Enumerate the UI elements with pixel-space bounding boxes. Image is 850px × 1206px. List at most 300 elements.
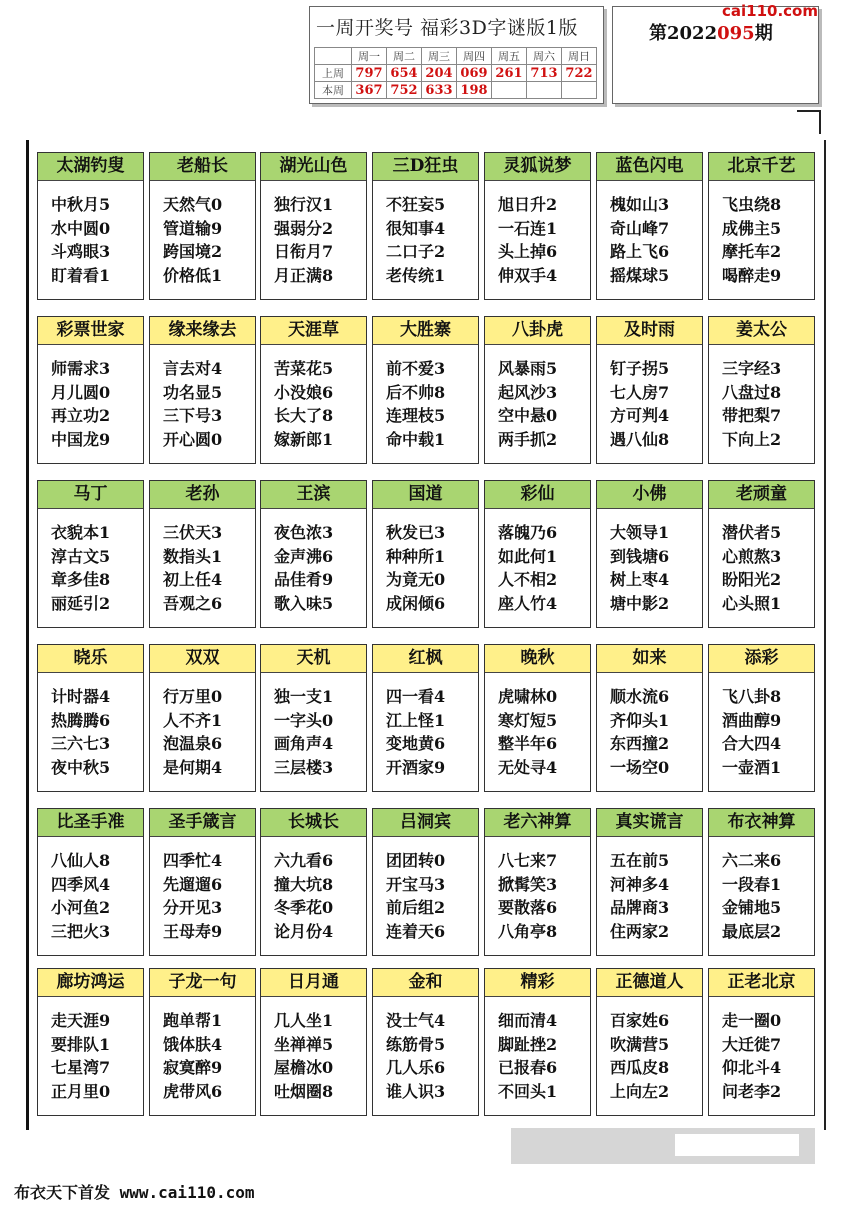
riddle-line: 金铺地5	[722, 898, 782, 917]
riddle-lines	[597, 181, 702, 287]
riddle-line: 小河鱼2	[51, 898, 111, 917]
card-author: 灵狐说梦	[485, 153, 590, 181]
riddle-line: 夜色浓3	[274, 523, 334, 542]
riddle-line: 吹满营5	[610, 1034, 670, 1054]
riddle-card	[596, 644, 703, 792]
riddle-line: 仰北斗4	[722, 1058, 782, 1077]
riddle-line: 方可判4	[610, 406, 670, 425]
riddle-card	[149, 152, 256, 300]
riddle-card	[260, 968, 367, 1116]
riddle-line: 酒曲醇9	[722, 710, 782, 730]
riddle-line: 数指头1	[163, 546, 223, 566]
riddle-line: 摇煤球5	[610, 265, 670, 285]
riddle-line: 品佳肴9	[274, 570, 334, 589]
riddle-line: 丽延引2	[51, 593, 111, 613]
card-author: 长城长	[261, 809, 366, 837]
draw-number: 722	[562, 65, 597, 82]
card-author: 金和	[373, 969, 478, 997]
card-author: 天机	[261, 645, 366, 673]
riddle-line: 顺水流6	[610, 687, 670, 706]
riddle-line: 屋檐冰0	[274, 1058, 334, 1077]
draw-number	[492, 82, 527, 99]
riddle-line: 住两家2	[610, 921, 670, 941]
riddle-line: 两手抓2	[498, 429, 558, 449]
riddle-line: 水中圆0	[51, 218, 111, 238]
riddle-lines	[373, 837, 478, 943]
riddle-line: 槐如山3	[610, 195, 670, 214]
riddle-lines	[261, 509, 366, 615]
riddle-line: 前不爱3	[386, 359, 446, 378]
riddle-lines	[485, 181, 590, 287]
riddle-card	[484, 152, 591, 300]
draw-number	[562, 82, 597, 99]
card-author: 日月通	[261, 969, 366, 997]
riddle-lines	[373, 997, 478, 1103]
riddle-line: 谁人识3	[386, 1081, 446, 1101]
riddle-line: 初上任4	[163, 570, 223, 589]
riddle-line: 天然气0	[163, 195, 223, 214]
riddle-line: 成佛主5	[722, 218, 782, 238]
riddle-line: 跨国境2	[163, 242, 223, 261]
riddle-card	[708, 316, 815, 464]
riddle-line: 三伏天3	[163, 523, 223, 542]
riddle-card	[708, 644, 815, 792]
draw-number: 069	[457, 65, 492, 82]
row-label: 上周	[315, 65, 352, 82]
riddle-line: 座人竹4	[498, 593, 558, 613]
card-author: 子龙一句	[150, 969, 255, 997]
riddle-line: 再立功2	[51, 406, 111, 425]
riddle-line: 河神多4	[610, 874, 670, 894]
draw-number: 261	[492, 65, 527, 82]
riddle-line: 开心圆0	[163, 429, 223, 449]
riddle-line: 一壶酒1	[722, 757, 782, 777]
card-author: 三D狂虫	[373, 153, 478, 181]
card-author: 大胜寨	[373, 317, 478, 345]
card-author: 如来	[597, 645, 702, 673]
riddle-line: 苦菜花5	[274, 359, 334, 378]
card-author: 天涯草	[261, 317, 366, 345]
riddle-card	[372, 316, 479, 464]
riddle-card	[260, 644, 367, 792]
riddle-line: 论月份4	[274, 921, 334, 941]
riddle-line: 走一圈0	[722, 1011, 782, 1030]
riddle-lines	[373, 509, 478, 615]
riddle-line: 路上飞6	[610, 242, 670, 261]
riddle-lines	[150, 181, 255, 287]
riddle-card	[372, 644, 479, 792]
riddle-line: 潜伏者5	[722, 523, 782, 542]
card-author: 吕洞宾	[373, 809, 478, 837]
riddle-card	[260, 152, 367, 300]
riddle-card	[149, 808, 256, 956]
riddle-line: 为竟无0	[386, 570, 446, 589]
riddle-line: 已报春6	[498, 1058, 558, 1077]
riddle-line: 大领导1	[610, 523, 670, 542]
riddle-line: 几人乐6	[386, 1058, 446, 1077]
riddle-card	[484, 316, 591, 464]
riddle-lines	[709, 509, 814, 615]
riddle-line: 饿体肤4	[163, 1034, 223, 1054]
riddle-line: 人不齐1	[163, 710, 223, 730]
riddle-line: 七人房7	[610, 382, 670, 402]
riddle-line: 变地黄6	[386, 734, 446, 753]
riddle-lines	[597, 673, 702, 779]
riddle-line: 三把火3	[51, 921, 111, 941]
riddle-line: 喝醉走9	[722, 265, 782, 285]
riddle-line: 没士气4	[386, 1011, 446, 1030]
riddle-line: 衣貌本1	[51, 523, 111, 542]
card-author: 精彩	[485, 969, 590, 997]
riddle-line: 小没娘6	[274, 382, 334, 402]
riddle-card	[37, 644, 144, 792]
draw-number: 797	[352, 65, 387, 82]
riddle-line: 百家姓6	[610, 1011, 670, 1030]
draw-number: 713	[527, 65, 562, 82]
riddle-lines	[485, 837, 590, 943]
riddle-lines	[150, 673, 255, 779]
riddle-line: 行万里0	[163, 687, 223, 706]
riddle-lines	[38, 509, 143, 615]
card-author: 小佛	[597, 481, 702, 509]
riddle-line: 嫁新郎1	[274, 429, 334, 449]
card-author: 添彩	[709, 645, 814, 673]
riddle-card	[708, 480, 815, 628]
riddle-line: 西瓜皮8	[610, 1058, 670, 1077]
riddle-line: 不狂妄5	[386, 195, 446, 214]
riddle-card	[596, 316, 703, 464]
riddle-line: 吐烟圈8	[274, 1081, 334, 1101]
riddle-line: 吾观之6	[163, 593, 223, 613]
riddle-lines	[38, 837, 143, 943]
this-week-row	[315, 82, 597, 99]
riddle-line: 钉子拐5	[610, 359, 670, 378]
card-author: 圣手箴言	[150, 809, 255, 837]
card-author: 北京千艺	[709, 153, 814, 181]
weekly-draw-panel	[309, 6, 604, 104]
riddle-card	[149, 316, 256, 464]
riddle-line: 问老李2	[722, 1081, 782, 1101]
bottom-bar-slot	[675, 1134, 799, 1156]
card-author: 八卦虎	[485, 317, 590, 345]
issue-number: 第2022095期	[649, 23, 773, 44]
panel-title: 一周开奖号 福彩3D字谜版1版	[316, 17, 578, 39]
riddle-line: 中国龙9	[51, 429, 111, 449]
riddle-line: 要散落6	[498, 898, 558, 917]
day-label: 周一	[352, 48, 387, 65]
riddle-line: 走天涯9	[51, 1011, 111, 1030]
riddle-line: 寂寞醉9	[163, 1058, 223, 1077]
riddle-line: 练筋骨5	[386, 1034, 446, 1054]
riddle-lines	[150, 997, 255, 1103]
riddle-line: 心煎熬3	[722, 546, 782, 566]
day-label: 周日	[562, 48, 597, 65]
draw-number: 752	[387, 82, 422, 99]
riddle-line: 三层楼3	[274, 757, 334, 777]
riddle-card	[149, 644, 256, 792]
riddle-line: 前后组2	[386, 898, 446, 917]
riddle-line: 脚趾挫2	[498, 1034, 558, 1054]
riddle-line: 连着天6	[386, 921, 446, 941]
riddle-line: 命中载1	[386, 429, 446, 449]
day-label: 周六	[527, 48, 562, 65]
riddle-card	[372, 968, 479, 1116]
riddle-line: 成闲倾6	[386, 593, 446, 613]
riddle-card	[708, 808, 815, 956]
riddle-line: 长大了8	[274, 406, 334, 425]
riddle-line: 三字经3	[722, 359, 782, 378]
riddle-line: 正月里0	[51, 1081, 111, 1101]
riddle-line: 淳古文5	[51, 546, 111, 566]
riddle-line: 秋发已3	[386, 523, 446, 542]
riddle-line: 塘中影2	[610, 593, 670, 613]
last-week-row	[315, 65, 597, 82]
riddle-lines	[150, 509, 255, 615]
card-author: 双双	[150, 645, 255, 673]
riddle-line: 坐禅禅5	[274, 1034, 334, 1054]
riddle-line: 八角亭8	[498, 921, 558, 941]
card-author: 正老北京	[709, 969, 814, 997]
riddle-line: 风暴雨5	[498, 359, 558, 378]
card-author: 老六神算	[485, 809, 590, 837]
riddle-lines	[597, 997, 702, 1103]
riddle-line: 品牌商3	[610, 898, 670, 917]
riddle-card	[37, 968, 144, 1116]
riddle-lines	[597, 837, 702, 943]
card-author: 廊坊鸿运	[38, 969, 143, 997]
riddle-line: 王母寿9	[163, 921, 223, 941]
riddle-line: 五在前5	[610, 851, 670, 870]
riddle-card	[149, 968, 256, 1116]
card-author: 老船长	[150, 153, 255, 181]
card-author: 国道	[373, 481, 478, 509]
riddle-line: 先遛遛6	[163, 874, 223, 894]
draw-number: 204	[422, 65, 457, 82]
riddle-line: 后不帅8	[386, 382, 446, 402]
riddle-line: 江上怪1	[386, 710, 446, 730]
riddle-lines	[485, 345, 590, 451]
riddle-lines	[38, 345, 143, 451]
riddle-line: 无处寻4	[498, 757, 558, 777]
riddle-line: 一段春1	[722, 874, 782, 894]
riddle-line: 六九看6	[274, 851, 334, 870]
riddle-line: 摩托车2	[722, 242, 782, 261]
riddle-lines	[373, 345, 478, 451]
riddle-line: 日衔月7	[274, 242, 334, 261]
card-author: 彩仙	[485, 481, 590, 509]
riddle-line: 月儿圆0	[51, 382, 111, 402]
riddle-line: 四季忙4	[163, 851, 223, 870]
card-author: 真实谎言	[597, 809, 702, 837]
riddle-line: 寒灯短5	[498, 710, 558, 730]
riddle-line: 二口子2	[386, 242, 446, 261]
riddle-lines	[485, 509, 590, 615]
riddle-line: 强弱分2	[274, 218, 334, 238]
days-row	[315, 48, 597, 65]
riddle-line: 三下号3	[163, 406, 223, 425]
riddle-line: 几人坐1	[274, 1011, 334, 1030]
riddle-card	[708, 152, 815, 300]
riddle-line: 齐仰头1	[610, 710, 670, 730]
card-author: 红枫	[373, 645, 478, 673]
riddle-line: 一场空0	[610, 757, 670, 777]
riddle-line: 四季风4	[51, 874, 111, 894]
riddle-line: 到钱塘6	[610, 546, 670, 566]
riddle-lines	[709, 181, 814, 287]
riddle-line: 虎带风6	[163, 1081, 223, 1101]
riddle-card	[372, 152, 479, 300]
riddle-lines	[485, 997, 590, 1103]
riddle-card	[260, 480, 367, 628]
riddle-line: 空中悬0	[498, 406, 558, 425]
riddle-card	[484, 644, 591, 792]
riddle-line: 掀髯笑3	[498, 874, 558, 894]
riddle-line: 团团转0	[386, 851, 446, 870]
riddle-card	[484, 968, 591, 1116]
draw-number: 367	[352, 82, 387, 99]
riddle-card	[372, 808, 479, 956]
riddle-line: 整半年6	[498, 734, 558, 753]
riddle-line: 跑单帮1	[163, 1011, 223, 1030]
riddle-line: 要排队1	[51, 1034, 111, 1054]
riddle-line: 遇八仙8	[610, 429, 670, 449]
riddle-line: 价格低1	[163, 265, 223, 285]
riddle-line: 落魄乃6	[498, 523, 558, 542]
card-author: 比圣手准	[38, 809, 143, 837]
riddle-line: 中秋月5	[51, 195, 111, 214]
riddle-line: 伸双手4	[498, 265, 558, 285]
riddle-line: 计时器4	[51, 687, 111, 706]
riddle-line: 飞虫绕8	[722, 195, 782, 214]
card-author: 蓝色闪电	[597, 153, 702, 181]
card-author: 王滨	[261, 481, 366, 509]
card-author: 老孙	[150, 481, 255, 509]
riddle-card	[708, 968, 815, 1116]
riddle-card	[596, 808, 703, 956]
riddle-line: 起风沙3	[498, 382, 558, 402]
riddle-line: 八七来7	[498, 851, 558, 870]
riddle-lines	[709, 345, 814, 451]
riddle-card	[260, 316, 367, 464]
day-label: 周二	[387, 48, 422, 65]
riddle-line: 是何期4	[163, 757, 223, 777]
riddle-line: 一字头0	[274, 710, 334, 730]
riddle-line: 种种所1	[386, 546, 446, 566]
day-label: 周三	[422, 48, 457, 65]
riddle-lines	[261, 345, 366, 451]
riddle-card	[37, 152, 144, 300]
card-author: 布衣神算	[709, 809, 814, 837]
riddle-line: 一石连1	[498, 218, 558, 238]
riddle-line: 月正满8	[274, 265, 334, 285]
riddle-line: 七星湾7	[51, 1058, 111, 1077]
riddle-line: 撞大坑8	[274, 874, 334, 894]
riddle-line: 开酒家9	[386, 757, 446, 777]
draw-table	[314, 47, 597, 99]
card-author: 晚秋	[485, 645, 590, 673]
riddle-line: 冬季花0	[274, 898, 334, 917]
riddle-lines	[597, 345, 702, 451]
riddle-line: 八盘过8	[722, 382, 782, 402]
riddle-line: 连理枝5	[386, 406, 446, 425]
riddle-line: 管道输9	[163, 218, 223, 238]
riddle-card	[596, 480, 703, 628]
riddle-line: 三六七3	[51, 734, 111, 753]
riddle-lines	[38, 997, 143, 1103]
riddle-line: 人不相2	[498, 570, 558, 589]
day-label: 周四	[457, 48, 492, 65]
riddle-lines	[261, 997, 366, 1103]
riddle-line: 很知事4	[386, 218, 446, 238]
riddle-line: 盼阳光2	[722, 570, 782, 589]
riddle-card	[372, 480, 479, 628]
riddle-lines	[597, 509, 702, 615]
riddle-line: 旭日升2	[498, 195, 558, 214]
day-label: 周五	[492, 48, 527, 65]
card-author: 湖光山色	[261, 153, 366, 181]
riddle-line: 不回头1	[498, 1081, 558, 1101]
issue-panel	[612, 6, 819, 104]
riddle-card	[596, 968, 703, 1116]
draw-number: 198	[457, 82, 492, 99]
riddle-line: 开宝马3	[386, 874, 446, 894]
riddle-lines	[709, 837, 814, 943]
riddle-lines	[150, 837, 255, 943]
riddle-lines	[261, 673, 366, 779]
riddle-lines	[373, 181, 478, 287]
riddle-lines	[38, 181, 143, 287]
site-logo: cai110.com	[722, 2, 818, 20]
card-author: 太湖钓叟	[38, 153, 143, 181]
riddle-line: 最底层2	[722, 921, 782, 941]
riddle-lines	[261, 837, 366, 943]
riddle-line: 四一看4	[386, 687, 446, 706]
riddle-line: 分开见3	[163, 898, 223, 917]
riddle-line: 奇山峰7	[610, 218, 670, 238]
riddle-card	[596, 152, 703, 300]
riddle-card	[260, 808, 367, 956]
riddle-lines	[38, 673, 143, 779]
riddle-line: 虎啸林0	[498, 687, 558, 706]
riddle-card	[37, 808, 144, 956]
footer-credit: 布衣天下首发 www.cai110.com	[14, 1183, 255, 1202]
riddle-line: 独行汉1	[274, 195, 334, 214]
riddle-card	[37, 316, 144, 464]
riddle-line: 金声沸6	[274, 546, 334, 566]
riddle-line: 飞八卦8	[722, 687, 782, 706]
card-author: 姜太公	[709, 317, 814, 345]
riddle-card	[484, 480, 591, 628]
riddle-card	[37, 480, 144, 628]
riddle-line: 独一支1	[274, 687, 334, 706]
riddle-line: 画角声4	[274, 734, 334, 753]
draw-number: 654	[387, 65, 422, 82]
riddle-line: 热腾腾6	[51, 710, 111, 730]
riddle-line: 斗鸡眼3	[51, 242, 111, 261]
riddle-line: 头上掉6	[498, 242, 558, 261]
riddle-line: 章多佳8	[51, 570, 111, 589]
riddle-line: 歌入味5	[274, 593, 334, 613]
card-author: 彩票世家	[38, 317, 143, 345]
riddle-line: 老传统1	[386, 265, 446, 285]
riddle-line: 八仙人8	[51, 851, 111, 870]
card-author: 老顽童	[709, 481, 814, 509]
card-author: 晓乐	[38, 645, 143, 673]
row-label: 本周	[315, 82, 352, 99]
riddle-lines	[373, 673, 478, 779]
riddle-line: 带把梨7	[722, 406, 782, 425]
draw-number	[527, 82, 562, 99]
